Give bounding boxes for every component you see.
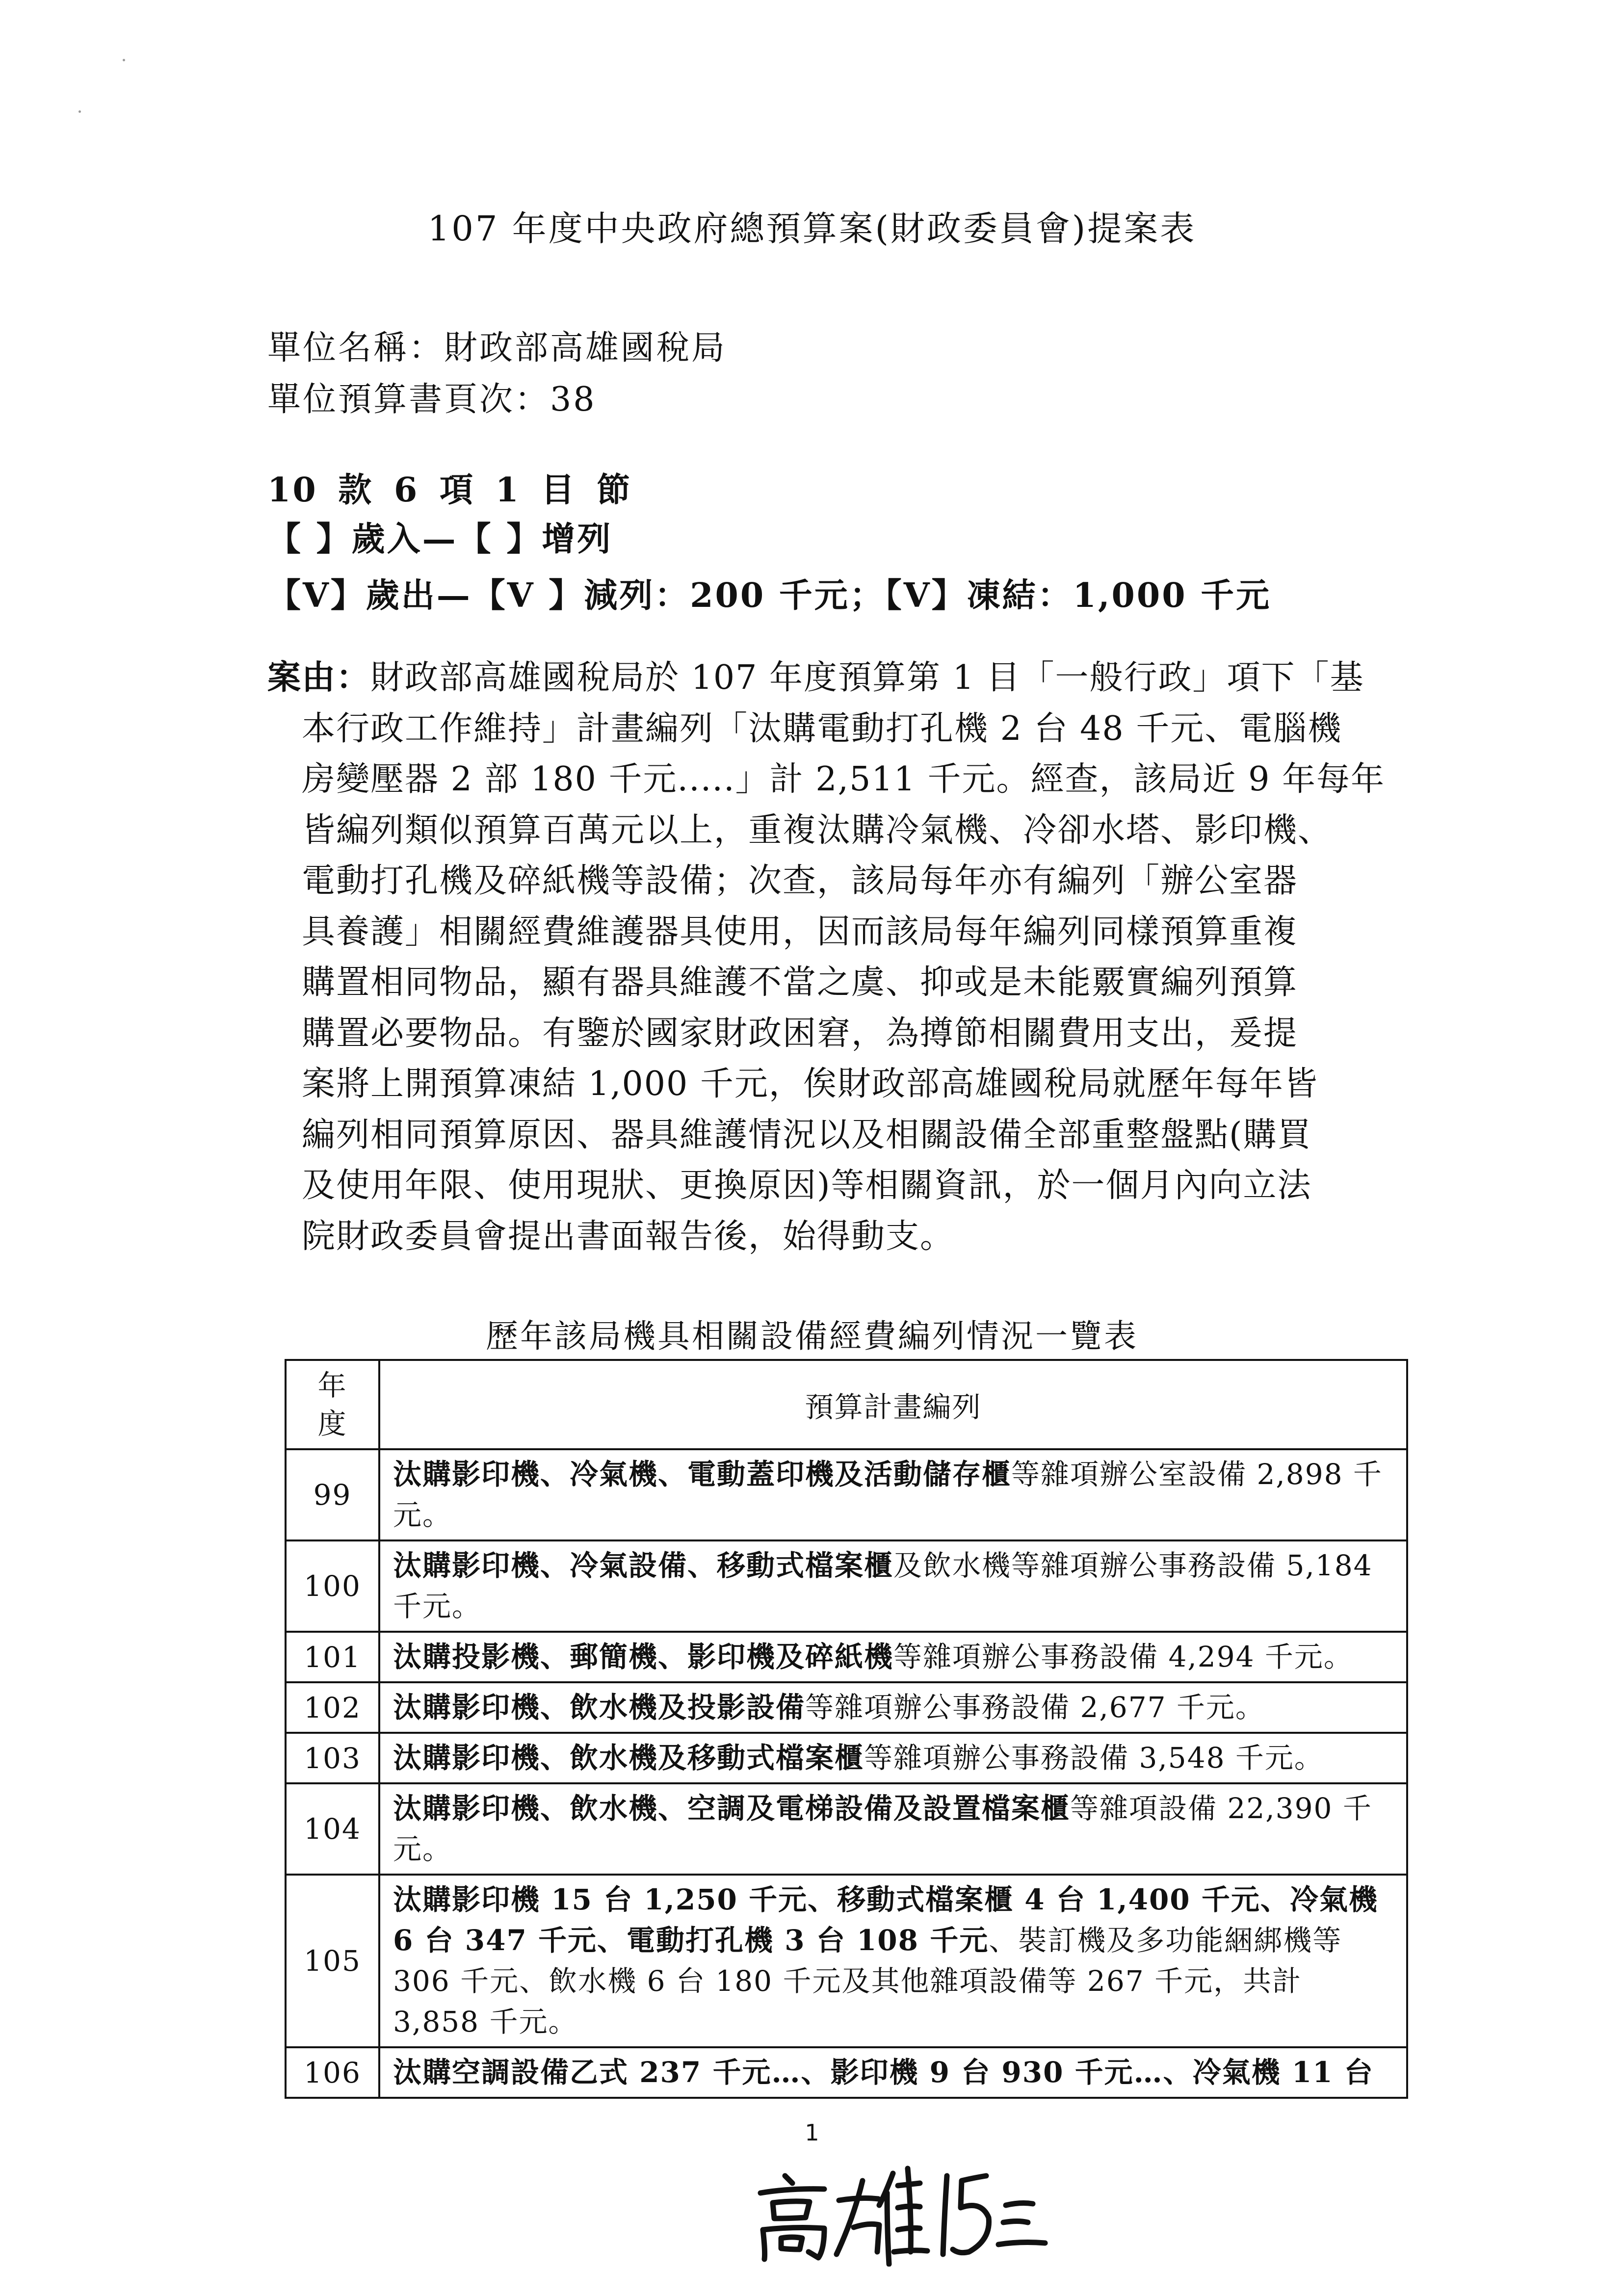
plan-cell: 汰購影印機 15 台 1,250 千元、移動式檔案櫃 4 台 1,400 千元、冷氣機 6 台 347 千元、電動打孔機 3 台 108 千元、裝訂機及多功能綑綁機等 306 千元、飲水機 6 台 180 千元及其他雜項設備等 267 千元，共計 3,858 千元。 bbox=[379, 1875, 1407, 2047]
case-reason-line: 本行政工作維持」計畫編列「汰購電動打孔機 2 台 48 千元、電腦機 bbox=[302, 709, 1342, 748]
table-row bbox=[286, 1632, 1407, 1682]
year-cell: 104 bbox=[286, 1783, 379, 1875]
case-reason-label: 案由： bbox=[267, 658, 371, 697]
year-cell: 101 bbox=[286, 1632, 379, 1682]
plan-cell: 汰購影印機、飲水機、空調及電梯設備及設置檔案櫃等雜項設備 22,390 千元。 bbox=[379, 1783, 1407, 1875]
handwritten-signature bbox=[751, 2154, 1055, 2267]
plan-cell: 汰購影印機、飲水機及投影設備等雜項辦公事務設備 2,677 千元。 bbox=[379, 1682, 1407, 1733]
plan-cell: 汰購投影機、郵簡機、影印機及碎紙機等雜項辦公事務設備 4,294 千元。 bbox=[379, 1632, 1407, 1682]
year-cell: 100 bbox=[286, 1540, 379, 1632]
plan-cell: 汰購影印機、冷氣機、電動蓋印機及活動儲存櫃等雜項辦公室設備 2,898 千元。 bbox=[379, 1449, 1407, 1540]
case-reason-line: 購置相同物品，顯有器具維護不當之虞、抑或是未能覈實編列預算 bbox=[302, 963, 1298, 1002]
year-cell: 103 bbox=[286, 1733, 379, 1783]
year-cell: 102 bbox=[286, 1682, 379, 1733]
plan-cell: 汰購空調設備乙式 237 千元…、影印機 9 台 930 千元…、冷氣機 11 台 bbox=[379, 2047, 1407, 2098]
case-reason bbox=[267, 652, 1425, 1262]
table-row bbox=[286, 1733, 1407, 1783]
table-header-row bbox=[286, 1360, 1407, 1449]
scan-speck bbox=[123, 59, 125, 61]
document-title: 107 年度中央政府總預算案(財政委員會)提案表 bbox=[427, 209, 1197, 249]
table-row bbox=[286, 1783, 1407, 1875]
equipment-budget-table bbox=[285, 1359, 1408, 2099]
table-caption: 歷年該局機具相關設備經費編列情況一覽表 bbox=[486, 1317, 1138, 1355]
unit-budget-page: 單位預算書頁次：38 bbox=[267, 380, 597, 419]
table-row bbox=[286, 2047, 1407, 2098]
revenue-line: 【 】歲入—【 】增列 bbox=[267, 520, 613, 559]
table-row bbox=[286, 1875, 1407, 2047]
table-row bbox=[286, 1540, 1407, 1632]
year-cell: 99 bbox=[286, 1449, 379, 1540]
case-reason-line: 皆編列類似預算百萬元以上，重複汰購冷氣機、冷卻水塔、影印機、 bbox=[302, 810, 1333, 850]
case-reason-line: 購置必要物品。有鑒於國家財政困窘，為撙節相關費用支出，爰提 bbox=[302, 1014, 1298, 1053]
expenditure-line: 【V】歲出—【V 】減列：200 千元；【V】凍結：1,000 千元 bbox=[267, 576, 1272, 615]
table-row bbox=[286, 1682, 1407, 1733]
unit-name: 單位名稱：財政部高雄國稅局 bbox=[267, 329, 727, 367]
plan-cell: 汰購影印機、飲水機及移動式檔案櫃等雜項辦公事務設備 3,548 千元。 bbox=[379, 1733, 1407, 1783]
year-cell: 105 bbox=[286, 1875, 379, 2047]
page-number: 1 bbox=[805, 2119, 819, 2146]
scan-speck bbox=[79, 110, 81, 113]
header-year: 年 度 bbox=[286, 1360, 379, 1449]
case-reason-line: 及使用年限、使用現狀、更換原因)等相關資訊，於一個月內向立法 bbox=[302, 1166, 1312, 1205]
plan-cell: 汰購影印機、冷氣設備、移動式檔案櫃及飲水機等雜項辦公事務設備 5,184 千元。 bbox=[379, 1540, 1407, 1632]
case-reason-line: 具養護」相關經費維護器具使用，因而該局每年編列同樣預算重複 bbox=[302, 912, 1298, 951]
header-budget-plan: 預算計畫編列 bbox=[379, 1360, 1407, 1449]
case-reason-line-1: 案由：財政部高雄國稅局於 107 年度預算第 1 目「一般行政」項下「基 bbox=[267, 658, 1364, 697]
section-line: 10 款 6 項 1 目 節 bbox=[267, 470, 632, 510]
case-reason-line: 案將上開預算凍結 1,000 千元，俟財政部高雄國稅局就歷年每年皆 bbox=[302, 1065, 1318, 1103]
year-cell: 106 bbox=[286, 2047, 379, 2098]
case-reason-line: 房變壓器 2 部 180 千元.....」計 2,511 千元。經查，該局近 9 年每年 bbox=[302, 760, 1385, 799]
table-row bbox=[286, 1449, 1407, 1540]
case-reason-line: 編列相同預算原因、器具維護情況以及相關設備全部重整盤點(購買 bbox=[302, 1115, 1312, 1154]
case-reason-line: 電動打孔機及碎紙機等設備；次查，該局每年亦有編列「辦公室器 bbox=[302, 861, 1298, 900]
case-reason-line: 院財政委員會提出書面報告後，始得動支。 bbox=[302, 1217, 955, 1256]
